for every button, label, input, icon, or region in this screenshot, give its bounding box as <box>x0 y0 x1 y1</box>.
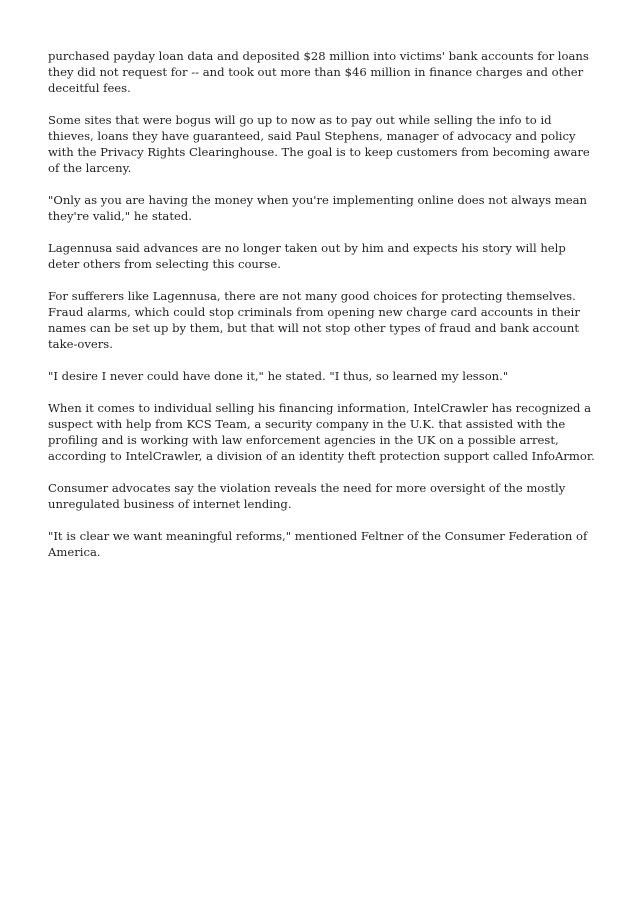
paragraph-1: purchased payday loan data and deposited $28 million into victims' bank accounts for loans they did not request for -- and took out more than $46 million in finance charges and other deceitful fees. <box>48 49 589 95</box>
paragraph-8: Consumer advocates say the violation reveals the need for more oversight of the mostly unregulated business of internet lending. <box>48 481 566 511</box>
paragraph-4: Lagennusa said advances are no longer taken out by him and expects his story will help deter others from selecting this course. <box>48 241 566 271</box>
document-page <box>48 48 598 576</box>
paragraph-7: When it comes to individual selling his financing information, IntelCrawler has recognized a suspect with help from KCS Team, a security company in the U.K. that assisted with the profiling and is working with law enforcement agencies in the UK on a possible arrest, according to IntelCrawler, a division of an identity theft protection support called InfoArmor. <box>48 401 595 463</box>
paragraph-2: Some sites that were bogus will go up to now as to pay out while selling the info to id thieves, loans they have guaranteed, said Paul Stephens, manager of advocacy and policy with the Privacy Rights Clearinghouse. The goal is to keep customers from becoming aware of the larceny. <box>48 113 590 175</box>
paragraph-6: "I desire I never could have done it," he stated. "I thus, so learned my lesson." <box>48 369 509 383</box>
paragraph-9: "It is clear we want meaningful reforms," mentioned Feltner of the Consumer Federation of America. <box>48 529 588 559</box>
paragraph-5: For sufferers like Lagennusa, there are not many good choices for protecting themselves. Fraud alarms, which could stop criminals from opening new charge card accounts in their names can be set up by them, but that will not stop other types of fraud and bank account take-overs. <box>48 289 580 351</box>
paragraph-3: "Only as you are having the money when you're implementing online does not always mean they're valid," he stated. <box>48 193 587 223</box>
